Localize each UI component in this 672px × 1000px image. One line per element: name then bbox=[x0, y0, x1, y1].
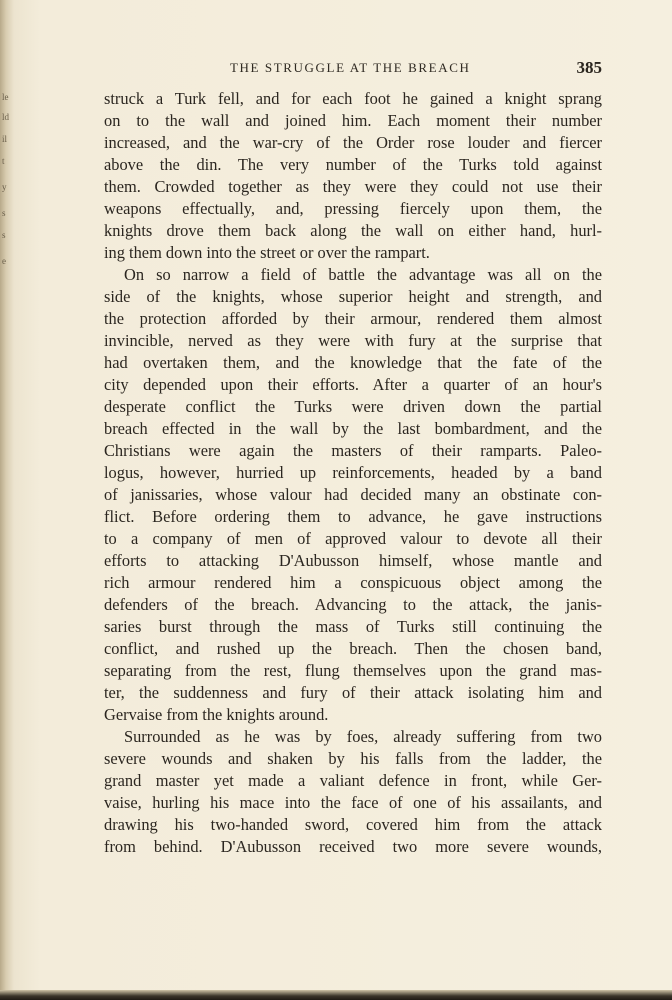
text-line: of janissaries, whose valour had decided many an obstinate con- bbox=[104, 485, 602, 504]
page-number: 385 bbox=[576, 58, 602, 77]
text-line: increased, and the war-cry of the Order rose louder and fiercer bbox=[104, 133, 602, 152]
text-line: from behind. D'Aubusson received two more severe wounds, bbox=[104, 837, 602, 856]
text-line: knights drove them back along the wall on either hand, hurl- bbox=[104, 221, 602, 240]
text-line: to a company of men of approved valour to devote all their bbox=[104, 529, 602, 548]
text-line: grand master yet made a valiant defence in front, while Ger- bbox=[104, 771, 602, 790]
text-line: ter, the suddenness and fury of their attack isolating him and bbox=[104, 683, 602, 702]
text-line: rich armour rendered him a conspicuous object among the bbox=[104, 573, 602, 592]
gutter-mark: s bbox=[2, 230, 6, 240]
gutter-bleed-marks bbox=[0, 60, 14, 300]
text-line: side of the knights, whose superior height and strength, and bbox=[104, 287, 602, 306]
gutter-mark: il bbox=[2, 134, 8, 144]
text-line: saries burst through the mass of Turks still continuing the bbox=[104, 617, 602, 636]
gutter-mark: e bbox=[2, 256, 6, 266]
text-line: On so narrow a field of battle the advantage was all on the bbox=[124, 265, 602, 284]
text-line: conflict, and rushed up the breach. Then the chosen band, bbox=[104, 639, 602, 658]
text-line: separating from the rest, flung themselves upon the grand mas- bbox=[104, 661, 602, 680]
text-line: struck a Turk fell, and for each foot he gained a knight sprang bbox=[104, 89, 602, 108]
gutter-mark: t bbox=[2, 156, 5, 166]
gutter-mark: y bbox=[2, 182, 7, 192]
body-text bbox=[104, 88, 602, 858]
text-line: weapons effectually, and, pressing fiercely upon them, the bbox=[104, 199, 602, 218]
text-line: Surrounded as he was by foes, already suffering from two bbox=[124, 727, 602, 746]
text-line: vaise, hurling his mace into the face of one of his assailants, and bbox=[104, 793, 602, 812]
text-line: defenders of the breach. Advancing to the attack, the janis- bbox=[104, 595, 602, 614]
text-line: Gervaise from the knights around. bbox=[104, 705, 329, 724]
text-line: above the din. The very number of the Turks told against bbox=[104, 155, 602, 174]
text-line: severe wounds and shaken by his falls from the ladder, the bbox=[104, 749, 602, 768]
text-line: efforts to attacking D'Aubusson himself, whose mantle and bbox=[104, 551, 602, 570]
text-line: city depended upon their efforts. After a quarter of an hour's bbox=[104, 375, 602, 394]
text-line: drawing his two-handed sword, covered him from the attack bbox=[104, 815, 602, 834]
text-line: them. Crowded together as they were they could not use their bbox=[104, 177, 602, 196]
text-line: ing them down into the street or over the rampart. bbox=[104, 243, 430, 262]
text-line: Christians were again the masters of their ramparts. Paleo- bbox=[104, 441, 602, 460]
page-bottom-edge bbox=[0, 990, 672, 1000]
gutter-mark: s bbox=[2, 208, 6, 218]
running-head: THE STRUGGLE AT THE BREACH bbox=[230, 60, 471, 75]
gutter-mark: ld bbox=[2, 112, 10, 122]
text-line: had overtaken them, and the knowledge that the fate of the bbox=[104, 353, 602, 372]
gutter-mark: le bbox=[2, 92, 9, 102]
text-line: on to the wall and joined him. Each moment their number bbox=[104, 111, 602, 130]
text-line: breach effected in the wall by the last bombardment, and the bbox=[104, 419, 602, 438]
text-line: logus, however, hurried up reinforcements, headed by a band bbox=[104, 463, 602, 482]
text-line: flict. Before ordering them to advance, he gave instructions bbox=[104, 507, 602, 526]
text-line: desperate conflict the Turks were driven down the partial bbox=[104, 397, 602, 416]
text-line: the protection afforded by their armour, rendered them almost bbox=[104, 309, 602, 328]
text-line: invincible, nerved as they were with fury at the surprise that bbox=[104, 331, 602, 350]
page-header bbox=[104, 58, 602, 80]
